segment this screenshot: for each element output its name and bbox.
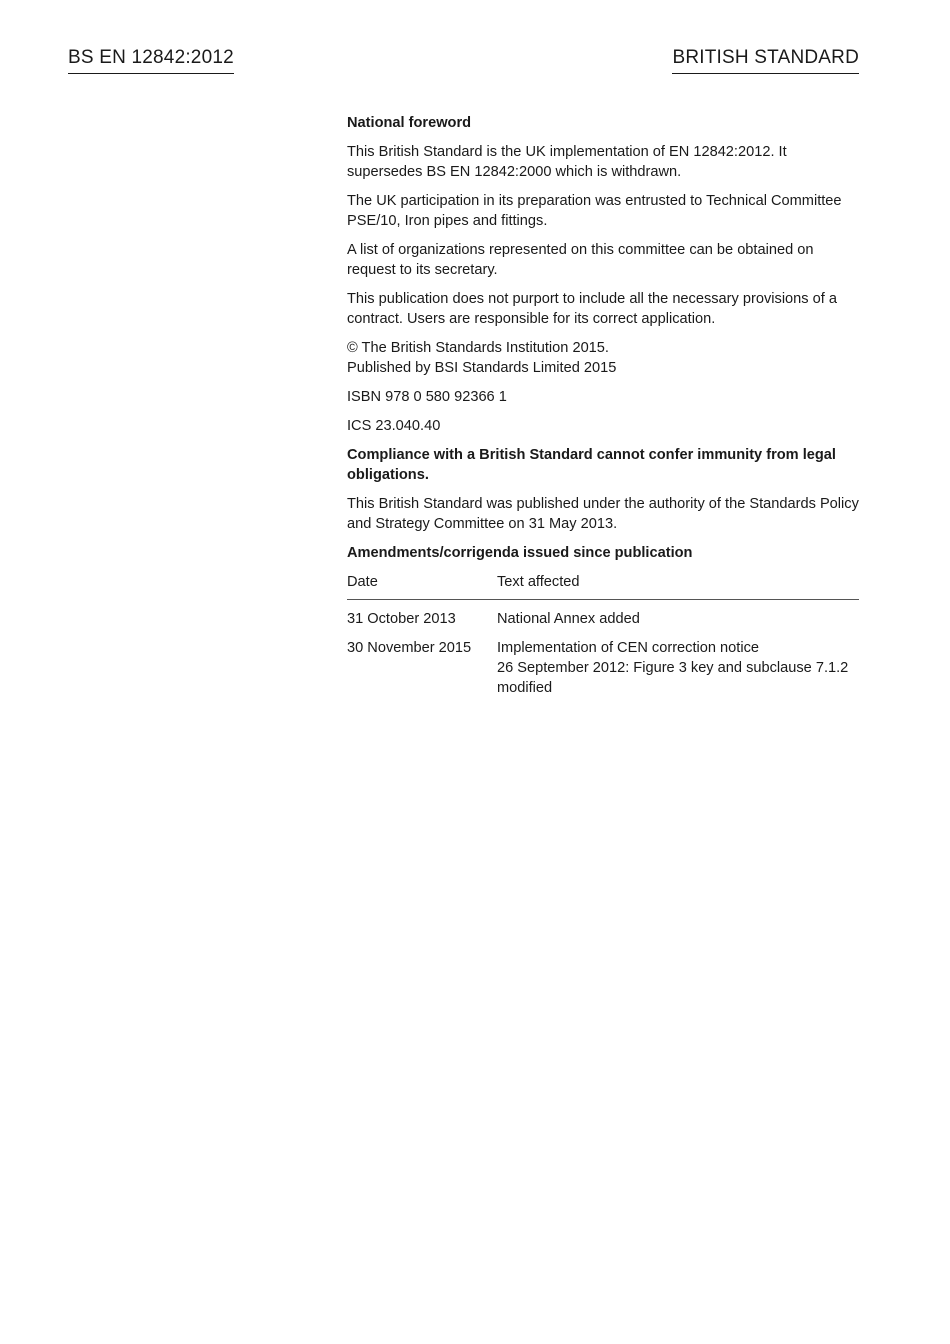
column-header-date: Date (347, 572, 497, 600)
amendment-date: 30 November 2015 (347, 640, 472, 656)
copyright-block (347, 338, 859, 378)
foreword-paragraph-organizations: A list of organizations represented on this committee can be obtained on request to its secretary. (347, 242, 814, 278)
foreword-title: National foreword (347, 115, 472, 131)
amendment-text-line: Implementation of CEN correction notice (497, 640, 759, 656)
amendment-text-line: 26 September 2012: Figure 3 key and subclause 7.1.2 modified (497, 660, 849, 696)
table-header-row (347, 572, 859, 600)
amendment-text (497, 629, 859, 698)
table-row (347, 600, 859, 630)
amendment-date: 31 October 2013 (347, 611, 456, 627)
column-header-text-affected: Text affected (497, 572, 859, 600)
foreword-paragraph-provisions: This publication does not purport to include all the necessary provisions of a contract. Users are responsible for its correct application. (347, 291, 837, 327)
ics-number: ICS 23.040.40 (347, 418, 441, 434)
standard-type-label: BRITISH STANDARD (672, 46, 859, 74)
amendments-table (347, 572, 859, 698)
national-foreword-section (347, 113, 859, 698)
copyright-line: © The British Standards Institution 2015. (347, 340, 609, 356)
isbn-number: ISBN 978 0 580 92366 1 (347, 389, 507, 405)
foreword-paragraph-committee: The UK participation in its preparation was entrusted to Technical Committee PSE/10, Iron pipes and fittings. (347, 193, 842, 229)
publication-authority: This British Standard was published under the authority of the Standards Policy and Strategy Committee on 31 May 2013. (347, 496, 859, 532)
compliance-statement: Compliance with a British Standard cannot confer immunity from legal obligations. (347, 447, 836, 483)
foreword-paragraph-implementation: This British Standard is the UK implementation of EN 12842:2012. It supersedes BS EN 12842:2000 which is withdrawn. (347, 144, 787, 180)
document-code: BS EN 12842:2012 (68, 46, 234, 74)
amendment-text (497, 600, 859, 630)
amendments-title: Amendments/corrigenda issued since publication (347, 545, 693, 561)
amendment-text-line: National Annex added (497, 611, 640, 627)
table-row (347, 629, 859, 698)
publisher-line: Published by BSI Standards Limited 2015 (347, 360, 617, 376)
